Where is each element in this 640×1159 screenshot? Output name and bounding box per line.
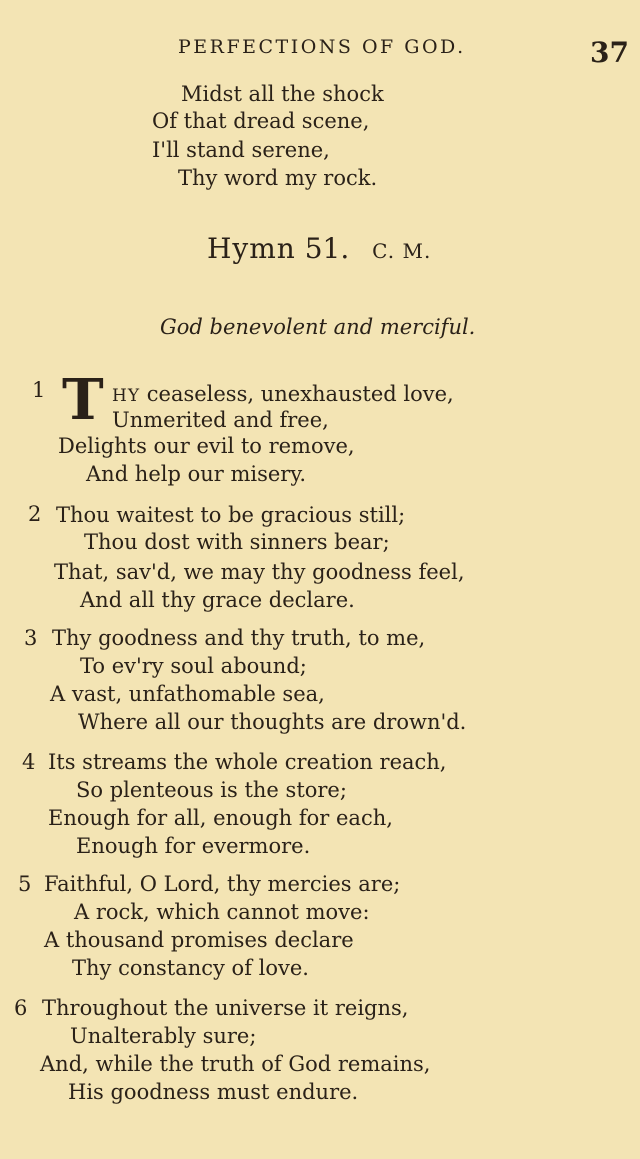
- verse-3-line-2: To ev'ry soul abound;: [80, 654, 307, 678]
- verse-4-line-1: Its streams the whole creation reach,: [48, 750, 447, 774]
- drop-cap: T: [62, 367, 104, 433]
- verse-3-line-1: Thy goodness and thy truth, to me,: [52, 626, 426, 650]
- verse-5-line-3: A thousand promises declare: [44, 928, 354, 952]
- hymn-number: 51.: [304, 232, 350, 265]
- running-title: PERFECTIONS OF GOD.: [178, 36, 466, 58]
- verse-1-line-3: Delights our evil to remove,: [58, 434, 355, 458]
- verse-2-line-3: That, sav'd, we may thy goodness feel,: [54, 560, 465, 584]
- hymn-subtitle: God benevolent and merciful.: [160, 315, 476, 339]
- verse-5-line-4: Thy constancy of love.: [72, 956, 309, 980]
- hymn-word: Hymn: [207, 232, 296, 265]
- hymn-meter: C. M.: [372, 239, 432, 263]
- verse-1-line-1: [112, 382, 454, 406]
- verse-4-line-3: Enough for all, enough for each,: [48, 806, 393, 830]
- verse-2-line-2: Thou dost with sinners bear;: [84, 530, 390, 554]
- verse-2-line-4: And all thy grace declare.: [80, 588, 355, 612]
- verse-6-line-3: And, while the truth of God remains,: [40, 1052, 431, 1076]
- verse-3-line-4: Where all our thoughts are drown'd.: [78, 710, 467, 734]
- verse-5-line-2: A rock, which cannot move:: [74, 900, 370, 924]
- verse-4-line-2: So plenteous is the store;: [76, 778, 347, 802]
- verse-6-line-4: His goodness must endure.: [68, 1080, 359, 1104]
- verse-number-1: 1: [32, 378, 46, 402]
- first-line-tail: ceaseless, unexhausted love,: [146, 382, 454, 406]
- prev-line-4: Thy word my rock.: [178, 166, 378, 190]
- verse-number-3: 3: [24, 626, 38, 650]
- prev-line-1: Midst all the shock: [181, 82, 384, 106]
- prev-line-2: Of that dread scene,: [152, 109, 370, 133]
- verse-4-line-4: Enough for evermore.: [76, 834, 311, 858]
- verse-1-line-2: Unmerited and free,: [112, 408, 329, 432]
- verse-3-line-3: A vast, unfathomable sea,: [50, 682, 325, 706]
- hymn-title: [207, 232, 431, 265]
- verse-1-line-4: And help our misery.: [86, 462, 307, 486]
- verse-2-line-1: Thou waitest to be gracious still;: [56, 503, 406, 527]
- page-number: 37: [590, 36, 629, 69]
- prev-line-3: I'll stand serene,: [152, 138, 330, 162]
- verse-6-line-1: Throughout the universe it reigns,: [42, 996, 409, 1020]
- verse-number-5: 5: [18, 872, 32, 896]
- verse-number-6: 6: [14, 996, 28, 1020]
- verse-6-line-2: Unalterably sure;: [70, 1024, 257, 1048]
- first-word-rest: HY: [112, 386, 141, 406]
- verse-number-4: 4: [22, 750, 36, 774]
- verse-number-2: 2: [28, 502, 42, 526]
- verse-5-line-1: Faithful, O Lord, thy mercies are;: [44, 872, 401, 896]
